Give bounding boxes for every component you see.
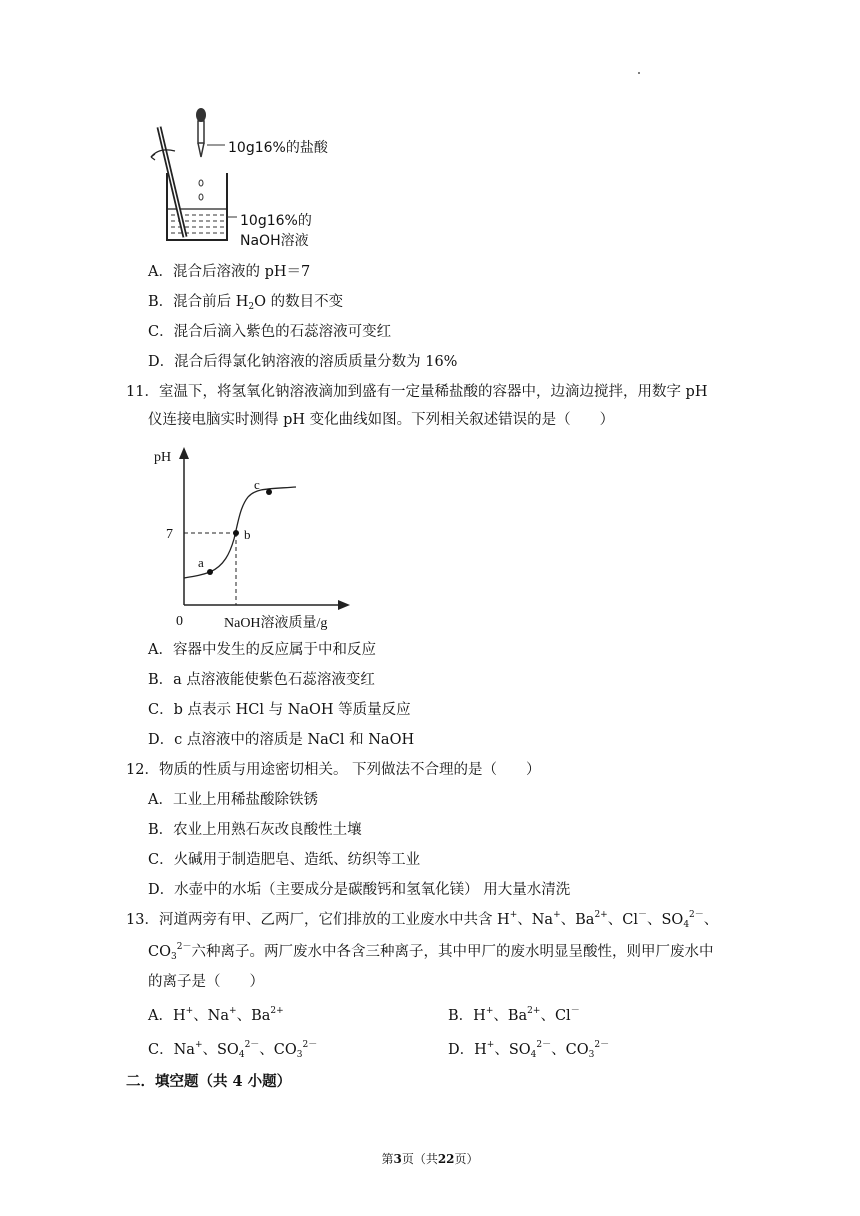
- q12-option-b: B．农业上用熟石灰改良酸性土壤: [148, 822, 362, 838]
- naoh-label-line2: NaOH溶液: [240, 233, 309, 249]
- origin-label: 0: [176, 614, 183, 629]
- corner-dot: [638, 72, 640, 74]
- point-c: [266, 489, 272, 495]
- q13-option-d: D．H+、$SO_4^{2-}$、$CO_3^{2-}$: [448, 1040, 610, 1060]
- q12-option-a: A．工业上用稀盐酸除铁锈: [148, 792, 318, 808]
- x-axis-label: NaOH溶液质量/g: [224, 616, 328, 631]
- q11-option-b: B．a 点溶液能使紫色石蕊溶液变红: [148, 672, 375, 688]
- q12-option-c: C．火碱用于制造肥皂、造纸、纺织等工业: [148, 852, 421, 868]
- q13-stem-line2: $CO_3^{2-}$六种离子。两厂废水中各含三种离子，其中甲厂的废水明显呈酸性，则甲厂废水中: [148, 942, 714, 962]
- q11-stem-line2: 仪连接电脑实时测得 pH 变化曲线如图。下列相关叙述错误的是（ ）: [148, 412, 615, 428]
- hcl-label: 10g16%的盐酸: [228, 140, 328, 156]
- q13-option-a: A．H+、Na+、$Ba^{2+}$: [148, 1006, 284, 1024]
- page-number: 3: [393, 1152, 402, 1166]
- total-pages: 22: [437, 1152, 455, 1166]
- q10-option-d: D．混合后得氯化钠溶液的溶质质量分数为 16%: [148, 354, 458, 370]
- q12-option-d: D．水壶中的水垢（主要成分是碳酸钙和氢氧化镁） 用大量水清洗: [148, 882, 571, 898]
- q10-option-c: C．混合后滴入紫色的石蕊溶液可变红: [148, 324, 392, 340]
- x-axis-arrow: [338, 600, 350, 610]
- page-footer: 第3页（共22页）: [381, 1152, 479, 1166]
- naoh-label-line1: 10g16%的: [240, 213, 312, 229]
- ph-chart: [150, 445, 360, 635]
- dropper-icon: [196, 108, 225, 157]
- label-b: b: [244, 527, 251, 542]
- q13-stem-line1: 13．河道两旁有甲、乙两厂，它们排放的工业废水中共含 H+、Na+、$Ba^{2+}$、Cl－、$SO_4^{2-}$、: [126, 910, 719, 930]
- q13-option-b: B．H+、$Ba^{2+}$、Cl－: [448, 1006, 580, 1024]
- y-tick-7: 7: [166, 527, 173, 542]
- q11-option-d: D．c 点溶液中的溶质是 NaCl 和 NaOH: [148, 732, 415, 748]
- q11-option-a: A．容器中发生的反应属于中和反应: [148, 642, 376, 658]
- point-a: [207, 569, 213, 575]
- q10-option-a: A．混合后溶液的 pH＝7: [148, 264, 311, 280]
- section-heading: 二．填空题（共 4 小题）: [126, 1073, 292, 1090]
- q12-stem: 12．物质的性质与用途密切相关。 下列做法不合理的是（ ）: [126, 762, 541, 778]
- q10-option-b: B．混合前后 $H_2O$ 的数目不变: [148, 294, 344, 312]
- y-axis-label: pH: [154, 450, 172, 465]
- label-a: a: [198, 555, 204, 570]
- q13-stem-line3: 的离子是（ ）: [148, 974, 264, 990]
- q13-option-c: C．Na+、$SO_4^{2-}$、$CO_3^{2-}$: [148, 1040, 318, 1060]
- q11-option-c: C．b 点表示 HCl 与 NaOH 等质量反应: [148, 702, 411, 718]
- q11-stem-line1: 11．室温下，将氢氧化钠溶液滴加到盛有一定量稀盐酸的容器中，边滴边搅拌，用数字 pH: [126, 384, 708, 400]
- point-b: [233, 530, 239, 536]
- label-c: c: [254, 477, 260, 492]
- y-axis-arrow: [179, 447, 189, 459]
